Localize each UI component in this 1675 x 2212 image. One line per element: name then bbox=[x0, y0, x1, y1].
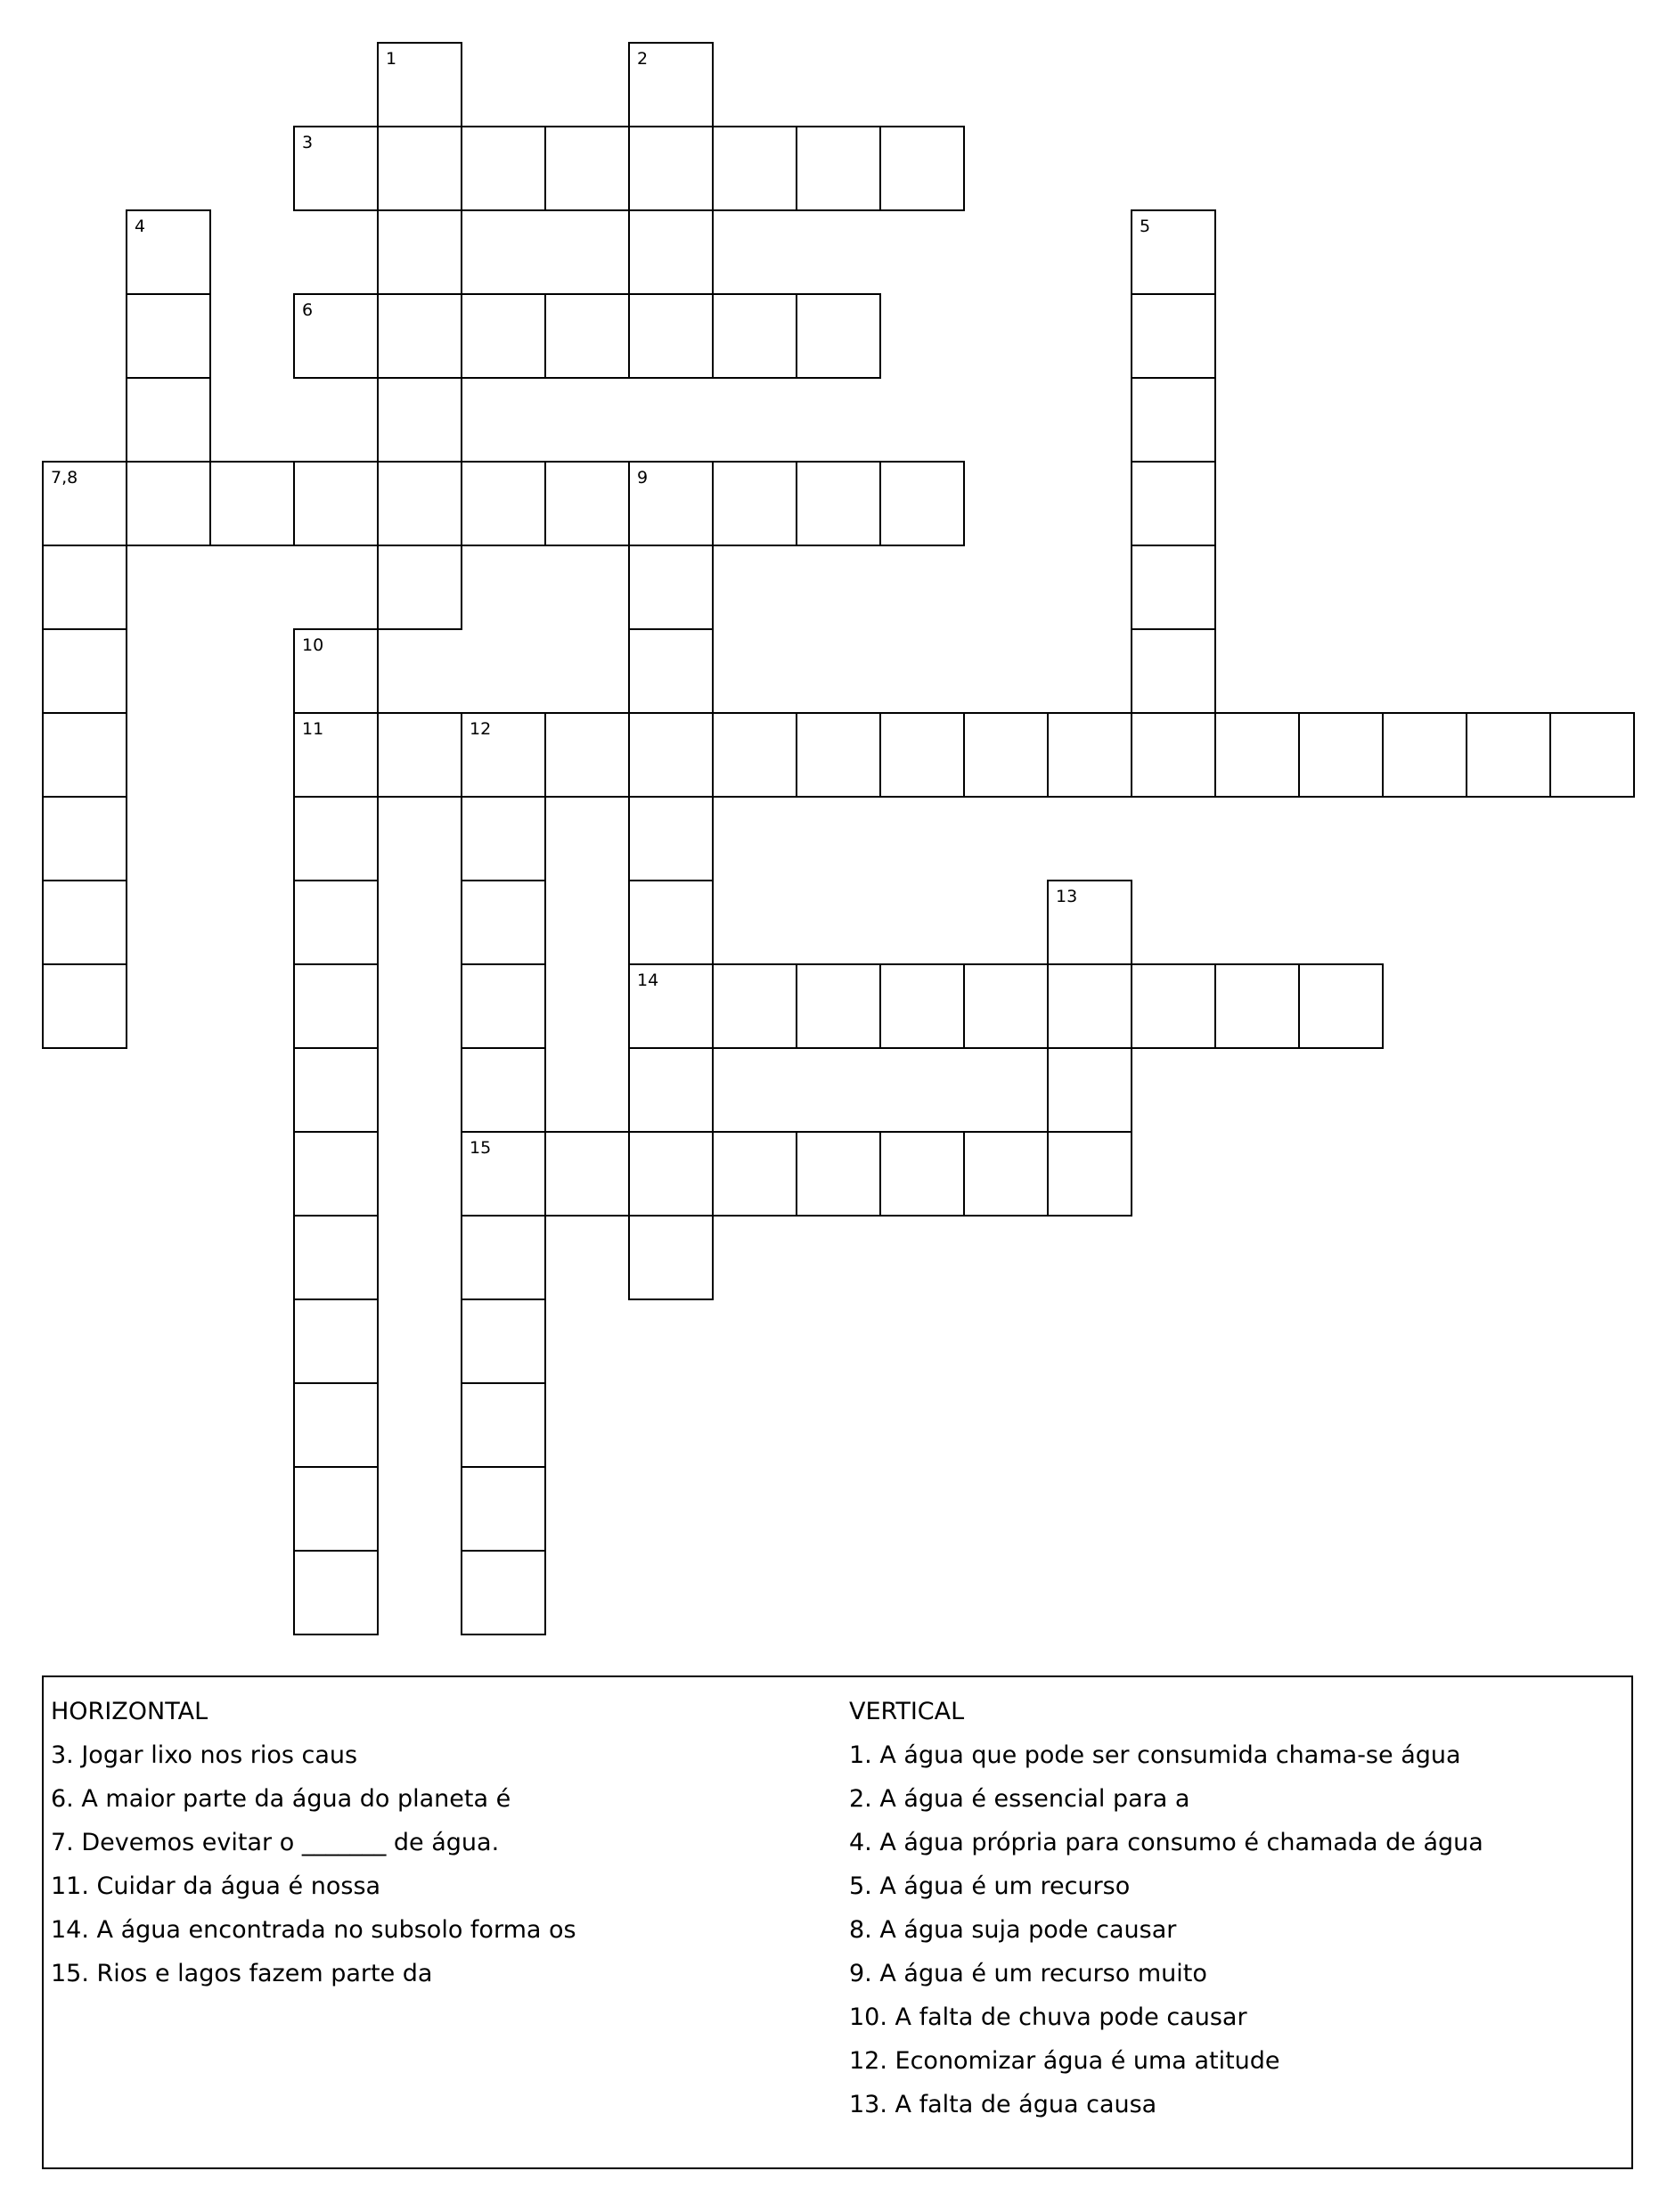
crossword-cell[interactable] bbox=[461, 461, 546, 546]
crossword-cell[interactable] bbox=[796, 712, 881, 798]
crossword-cell[interactable] bbox=[42, 461, 127, 546]
crossword-cell[interactable] bbox=[712, 1131, 797, 1217]
crossword-cell[interactable] bbox=[461, 1382, 546, 1468]
crossword-cell[interactable] bbox=[1047, 1047, 1132, 1133]
crossword-cell[interactable] bbox=[42, 880, 127, 965]
crossword-cell[interactable] bbox=[628, 293, 714, 379]
crossword-cell[interactable] bbox=[42, 545, 127, 630]
crossword-cell[interactable] bbox=[1466, 712, 1551, 798]
crossword-cell[interactable] bbox=[628, 963, 714, 1049]
crossword-cell[interactable] bbox=[1131, 545, 1216, 630]
crossword-cell[interactable] bbox=[796, 126, 881, 211]
crossword-cell[interactable] bbox=[461, 880, 546, 965]
crossword-cell[interactable] bbox=[628, 628, 714, 714]
crossword-cell[interactable] bbox=[963, 1131, 1049, 1217]
crossword-cell[interactable] bbox=[1131, 377, 1216, 463]
crossword-cell[interactable] bbox=[293, 880, 379, 965]
crossword-cell[interactable] bbox=[628, 880, 714, 965]
clue-item: 12. Economizar água é uma atitude bbox=[849, 2047, 1280, 2075]
crossword-cell[interactable] bbox=[796, 1131, 881, 1217]
crossword-cell[interactable] bbox=[293, 126, 379, 211]
crossword-cell[interactable] bbox=[1214, 963, 1300, 1049]
vertical-clues bbox=[849, 1690, 1483, 2126]
crossword-cell[interactable] bbox=[796, 293, 881, 379]
crossword-cell[interactable] bbox=[1047, 880, 1132, 965]
crossword-cell[interactable] bbox=[377, 293, 462, 379]
crossword-cell[interactable] bbox=[879, 461, 965, 546]
crossword-cell[interactable] bbox=[963, 963, 1049, 1049]
crossword-cell[interactable] bbox=[461, 1215, 546, 1300]
clue-number: 12 bbox=[470, 719, 492, 739]
crossword-cell[interactable] bbox=[879, 712, 965, 798]
crossword-cell[interactable] bbox=[461, 712, 546, 798]
crossword-cell[interactable] bbox=[42, 963, 127, 1049]
crossword-cell[interactable] bbox=[461, 796, 546, 881]
crossword-cell[interactable] bbox=[544, 126, 630, 211]
clue-item: 15. Rios e lagos fazem parte da bbox=[51, 1960, 433, 1987]
crossword-cell[interactable] bbox=[42, 628, 127, 714]
horizontal-clue-list bbox=[51, 1733, 576, 1995]
clue-item: 6. A maior parte da água do planeta é bbox=[51, 1785, 511, 1813]
crossword-cell[interactable] bbox=[1131, 628, 1216, 714]
crossword-cell[interactable] bbox=[879, 963, 965, 1049]
crossword-cell[interactable] bbox=[293, 1382, 379, 1468]
crossword-cell[interactable] bbox=[628, 545, 714, 630]
horizontal-heading: HORIZONTAL bbox=[51, 1698, 208, 1725]
clue-number: 2 bbox=[637, 49, 649, 69]
crossword-cell[interactable] bbox=[377, 712, 462, 798]
crossword-cell[interactable] bbox=[293, 712, 379, 798]
crossword-cell[interactable] bbox=[1131, 963, 1216, 1049]
crossword-cell[interactable] bbox=[628, 796, 714, 881]
clue-number: 11 bbox=[302, 719, 324, 739]
crossword-cell[interactable] bbox=[126, 209, 211, 295]
clue-item: 11. Cuidar da água é nossa bbox=[51, 1872, 381, 1900]
clue-item: 8. A água suja pode causar bbox=[849, 1916, 1177, 1944]
crossword-cell[interactable] bbox=[1131, 293, 1216, 379]
crossword-cell[interactable] bbox=[796, 963, 881, 1049]
crossword-cell[interactable] bbox=[712, 712, 797, 798]
crossword-cell[interactable] bbox=[461, 963, 546, 1049]
crossword-cell[interactable] bbox=[293, 796, 379, 881]
crossword-cell[interactable] bbox=[1047, 963, 1132, 1049]
crossword-cell[interactable] bbox=[293, 1047, 379, 1133]
crossword-cell[interactable] bbox=[293, 293, 379, 379]
clue-number: 4 bbox=[135, 217, 146, 236]
crossword-cell[interactable] bbox=[461, 1047, 546, 1133]
clue-item: 5. A água é um recurso bbox=[849, 1872, 1131, 1900]
clue-number: 9 bbox=[637, 468, 649, 487]
crossword-cell[interactable] bbox=[544, 712, 630, 798]
crossword-cell[interactable] bbox=[293, 461, 379, 546]
clue-item: 2. A água é essencial para a bbox=[849, 1785, 1190, 1813]
crossword-cell[interactable] bbox=[1298, 712, 1384, 798]
clue-number: 6 bbox=[302, 300, 314, 320]
clue-number: 1 bbox=[386, 49, 397, 69]
crossword-cell[interactable] bbox=[377, 461, 462, 546]
crossword-cell[interactable] bbox=[126, 293, 211, 379]
crossword-cell[interactable] bbox=[628, 1047, 714, 1133]
crossword-cell[interactable] bbox=[628, 126, 714, 211]
crossword-cell[interactable] bbox=[1131, 461, 1216, 546]
crossword-cell[interactable] bbox=[628, 1131, 714, 1217]
clue-item: 14. A água encontrada no subsolo forma os bbox=[51, 1916, 576, 1944]
crossword-cell[interactable] bbox=[293, 1215, 379, 1300]
crossword-cell[interactable] bbox=[628, 461, 714, 546]
clue-number: 13 bbox=[1056, 887, 1078, 906]
crossword-cell[interactable] bbox=[461, 1299, 546, 1384]
crossword-cell[interactable] bbox=[1047, 712, 1132, 798]
crossword-cell[interactable] bbox=[796, 461, 881, 546]
crossword-cell[interactable] bbox=[963, 712, 1049, 798]
crossword-cell[interactable] bbox=[712, 461, 797, 546]
crossword-cell[interactable] bbox=[377, 42, 462, 127]
crossword-cell[interactable] bbox=[377, 545, 462, 630]
crossword-cell[interactable] bbox=[461, 1466, 546, 1552]
crossword-cell[interactable] bbox=[461, 126, 546, 211]
clue-number: 10 bbox=[302, 635, 324, 655]
crossword-cell[interactable] bbox=[879, 1131, 965, 1217]
crossword-cell[interactable] bbox=[1214, 712, 1300, 798]
crossword-cell[interactable] bbox=[1131, 209, 1216, 295]
clue-item: 4. A água própria para consumo é chamada de água bbox=[849, 1829, 1483, 1856]
crossword-cell[interactable] bbox=[461, 1550, 546, 1635]
clue-number: 14 bbox=[637, 971, 659, 990]
clue-item: 7. Devemos evitar o _______ de água. bbox=[51, 1829, 500, 1856]
crossword-cell[interactable] bbox=[461, 293, 546, 379]
clue-item: 1. A água que pode ser consumida chama-se água bbox=[849, 1741, 1461, 1769]
crossword-cell[interactable] bbox=[544, 1131, 630, 1217]
crossword-cell[interactable] bbox=[1298, 963, 1384, 1049]
crossword-cell[interactable] bbox=[628, 209, 714, 295]
crossword-cell[interactable] bbox=[879, 126, 965, 211]
crossword-cell[interactable] bbox=[628, 42, 714, 127]
clue-item: 13. A falta de água causa bbox=[849, 2091, 1157, 2118]
crossword-cell[interactable] bbox=[544, 293, 630, 379]
crossword-cell[interactable] bbox=[1047, 1131, 1132, 1217]
horizontal-clues bbox=[51, 1690, 576, 1995]
crossword-cell[interactable] bbox=[712, 963, 797, 1049]
clue-item: 3. Jogar lixo nos rios caus bbox=[51, 1741, 358, 1769]
crossword-cell[interactable] bbox=[126, 377, 211, 463]
crossword-cell[interactable] bbox=[293, 1131, 379, 1217]
crossword-cell[interactable] bbox=[712, 126, 797, 211]
crossword-cell[interactable] bbox=[461, 1131, 546, 1217]
clue-item: 10. A falta de chuva pode causar bbox=[849, 2003, 1247, 2031]
crossword-cell[interactable] bbox=[628, 1215, 714, 1300]
clue-number: 7,8 bbox=[51, 468, 78, 487]
crossword-cell[interactable] bbox=[293, 1299, 379, 1384]
crossword-cell[interactable] bbox=[209, 461, 295, 546]
vertical-clue-list bbox=[849, 1733, 1483, 2126]
crossword-cell[interactable] bbox=[377, 209, 462, 295]
crossword-cell[interactable] bbox=[377, 377, 462, 463]
vertical-heading: VERTICAL bbox=[849, 1698, 965, 1725]
crossword-cell[interactable] bbox=[293, 963, 379, 1049]
crossword-cell[interactable] bbox=[628, 712, 714, 798]
crossword-cell[interactable] bbox=[293, 628, 379, 714]
crossword-cell[interactable] bbox=[544, 461, 630, 546]
crossword-cell[interactable] bbox=[1549, 712, 1635, 798]
clue-number: 3 bbox=[302, 133, 314, 152]
crossword-cell[interactable] bbox=[293, 1550, 379, 1635]
crossword-cell[interactable] bbox=[1382, 712, 1467, 798]
crossword-cell[interactable] bbox=[42, 712, 127, 798]
crossword-cell[interactable] bbox=[293, 1466, 379, 1552]
crossword-cell[interactable] bbox=[377, 126, 462, 211]
crossword-cell[interactable] bbox=[126, 461, 211, 546]
clue-number: 15 bbox=[470, 1138, 492, 1158]
clue-box bbox=[42, 1675, 1633, 2169]
clue-number: 5 bbox=[1140, 217, 1151, 236]
crossword-cell[interactable] bbox=[42, 796, 127, 881]
crossword-cell[interactable] bbox=[1131, 712, 1216, 798]
crossword-cell[interactable] bbox=[712, 293, 797, 379]
clue-item: 9. A água é um recurso muito bbox=[849, 1960, 1207, 1987]
